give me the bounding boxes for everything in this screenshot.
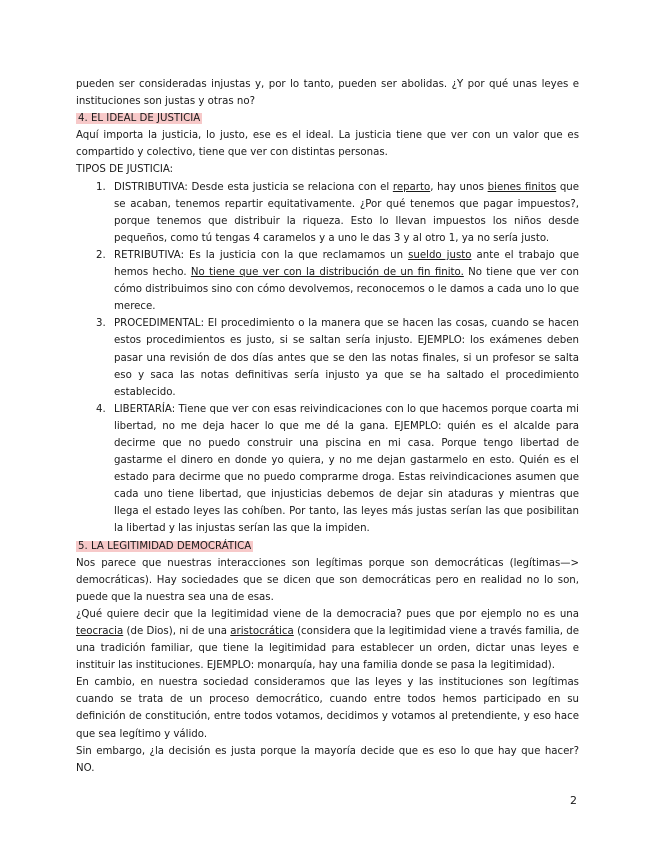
paragraph-text: ¿Qué quiere decir que la legitimidad viene de la democracia? pues que por ejemplo no es una <box>76 608 579 620</box>
list-item <box>76 315 579 400</box>
intro-paragraph: pueden ser consideradas injustas y, por lo tanto, pueden ser abolidas. ¿Y por qué unas leyes e instituciones son justas y otras no? <box>76 79 579 108</box>
list-item-number: 4. <box>96 403 106 415</box>
item-text: RETRIBUTIVA: Es la justicia con la que reclamamos un <box>114 249 409 261</box>
document-body <box>76 76 579 777</box>
underlined-text: teocracia <box>76 626 124 637</box>
section-4-heading-text: 4. EL IDEAL DE JUSTICIA <box>78 113 201 125</box>
underlined-text: aristocrática <box>230 626 294 637</box>
item-text: PROCEDIMENTAL: El procedimiento o la manera que se hacen las cosas, cuando se hacen estos procedimientos es justo, si se saltan sería injusto. EJEMPLO: los exámenes deben pasar una revisión de dos días antes que se den las notas finales, si un profesor se salta eso y saca las notas definitivas sería injusto ya que se ha saltado el procedimiento establecido. <box>114 318 579 398</box>
list-item <box>76 247 579 315</box>
item-text: DISTRIBUTIVA: Desde esta justicia se relaciona con el <box>114 181 393 193</box>
section-5-heading <box>76 538 579 555</box>
list-item <box>76 401 579 538</box>
paragraph-text: (considera que la legitimidad viene a través familia, de una tradición familiar, que tiene la legitimidad para establecer un orden, dictar unas leyes e instituir las instituciones. EJEMPLO: monarquía, hay una familia donde se pasa la legitimidad). <box>76 626 579 672</box>
section-5-heading-text: 5. LA LEGITIMIDAD DEMOCRÁTICA <box>78 540 252 552</box>
section-5-paragraph-2 <box>76 606 579 674</box>
section-5-paragraph-3: En cambio, en nuestra sociedad consideramos que las leyes y las instituciones son legítimas cuando se trata de un proceso democrático, cuando entre todos hemos participado en su definición de constitución, entre todos votamos, decidimos y votamos al pretendiente, y eso hace que sea legítimo y válido. <box>76 677 579 740</box>
section-5-paragraph-4: Sin embargo, ¿la decisión es justa porque la mayoría decide que es eso lo que hay que hacer? NO. <box>76 745 579 774</box>
page-number: 2 <box>570 794 577 807</box>
item-underlined-text: reparto <box>392 181 431 193</box>
item-text: LIBERTARÍA: Tiene que ver con esas reivindicaciones con lo que hacemos porque coarta mi libertad, no me deja hacer lo que me dé la gana. EJEMPLO: quién es el alcalde para decirme que no puedo construir una piscina en mi casa. Porque tengo libertad de gastarme el dinero en donde yo quiera, y no me dejan gastarmelo en esto. Quién es el estado para decirme que no puedo comprarme droga. Estas reivindicaciones asumen que cada uno tiene libertad, que injusticias debemos de dejar sin ataduras y mientras que llega el estado leyes las cohíben. Por tanto, las leyes más justas serían las que posibilitan la libertad y las injustas serían las que la impiden. <box>114 403 579 535</box>
section-4-paragraph: Aquí importa la justicia, lo justo, ese es el ideal. La justicia tiene que ver con un valor que es compartido y colectivo, tiene que ver con distintas personas. <box>76 130 579 159</box>
list-item-number: 1. <box>96 181 106 193</box>
section-5-paragraph-1: Nos parece que nuestras interacciones son legítimas porque son democráticas (legítimas—> democráticas). Hay sociedades que se dicen que son democráticas pero en realidad no lo son, puede que la nuestra sea una de esas. <box>76 557 579 603</box>
item-text: No tiene que ver con cómo distribuimos sino con cómo devolvemos, reconocemos o le damos a cada uno lo que merece. <box>114 267 579 313</box>
section-4-heading <box>76 110 579 127</box>
list-item <box>76 179 579 247</box>
item-text: , hay unos <box>430 181 488 193</box>
paragraph-text: (de Dios), ni de una <box>123 626 231 637</box>
item-underlined-text: bienes finitos <box>487 181 557 193</box>
item-underlined-text: sueldo justo <box>408 249 472 261</box>
item-underlined-text: No tiene que ver con la distribución de un fin finito. <box>190 267 464 279</box>
list-item-number: 2. <box>96 249 106 261</box>
item-text: ante el trabajo que hemos hecho. <box>114 249 579 279</box>
item-text: que se acaban, tenemos repartir equitativamente. ¿Por qué tenemos que pagar impuestos?, porque tenemos que distribuir la riqueza. Esto lo llevan impuestos los niños desde pequeños, como tú tengas 4 caramelos y a uno le das 3 y al otro 1, ya no sería justo. <box>114 181 580 244</box>
list-item-number: 3. <box>96 318 106 330</box>
justice-types-list <box>76 179 579 538</box>
types-label: TIPOS DE JUSTICIA: <box>76 164 174 176</box>
